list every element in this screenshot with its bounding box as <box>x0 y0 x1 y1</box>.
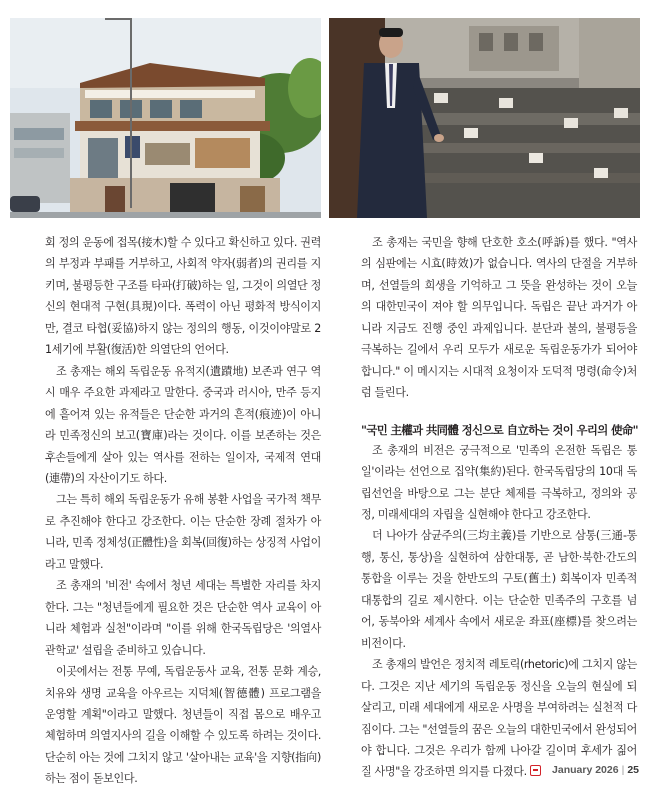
body-paragraph: 조 총재의 '비전' 속에서 청년 세대는 특별한 자리를 차지한다. 그는 "청년들에게 필요한 것은 단순한 역사 교육이 아니라 체험과 실천"이라며 "이를 위해 한국독립당은 '의열사관학교' 설립을 준비하고 있습니다. <box>45 579 321 657</box>
body-paragraph: 이곳에서는 전통 무예, 독립운동사 교육, 전통 문화 계승, 치유와 생명 교육을 아우르는 지덕체(智德體) 프로그램을 운영할 계획"이라고 말했다. 청년들이 직접 몸으로 배우고 체험하며 의열지사의 길을 이해할 수 있도록 하려는 것이다. 단순히 아는 것에 그치지 않고 '살아내는 교육'을 지향(指向)하는 점이 돋보인다. <box>45 665 321 786</box>
building-exterior-photo <box>10 18 321 218</box>
page-footer <box>552 764 639 776</box>
portrait-with-historical-photo <box>329 18 640 218</box>
body-paragraph: 조 총재는 해외 독립운동 유적지(遺蹟地) 보존과 연구 역시 매우 주요한 과제라고 말한다. 중국과 러시아, 만주 등지에 흩어져 있는 유적들은 단순한 과거의 흔적(痕迹)이 아니라 민족정신의 보고(寶庫)라는 것이다. 이를 보존하는 것은 후손들에게 살아 있는 역사를 전하는 일이자, 국제적 연대(連帶)의 자산이기도 하다. <box>45 364 321 485</box>
footer-separator: | <box>621 764 625 776</box>
article-end-mark-icon <box>530 765 541 776</box>
final-paragraph-text: 조 총재의 발언은 정치적 레토릭(rhetoric)에 그치지 않는다. 그것은 지난 세기의 독립운동 정신을 오늘의 현실에 되살리고, 미래 세대에게 새로운 사명을 부여하려는 실천적 다짐이다. 그는 "선열들의 꿈은 오늘의 대한민국에서 완성되어야 합니다. 그것은 우리가 함께 나아갈 길이며 후세가 짊어질 사명"을 강조하면 의지를 다졌다. <box>361 658 637 779</box>
section-subheading: "국민 主權과 共同體 정신으로 自立하는 것이 우리의 使命" <box>361 422 638 437</box>
body-paragraph: 더 나아가 삼균주의(三均主義)를 기반으로 삼통(三通-통행, 통신, 통상)을 실현하여 삼한대통, 곧 남한·북한·간도의 통합을 이루는 것을 한반도의 구토(舊土) 회복이자 민족적 대통합의 길로 제시한다. 이는 단순한 민족주의 구호를 넘어, 동북아와 세계사 속에서 새로운 좌표(座標)를 찾으려는 비전이다. <box>361 529 637 650</box>
body-paragraph: 회 정의 운동에 접목(接木)할 수 있다고 확신하고 있다. 권력의 부정과 부패를 거부하고, 사회적 약자(弱者)의 권리를 지키며, 불평등한 구조를 타파(打破)하는 일, 그것이 의열단 정신의 현대적 구현(具現)이다. 폭력이 아닌 평화적 방식이지만, 결코 타협(妥協)하지 않는 정의의 행동, 이것이야말로 21세기에 부활(復活)한 의열단의 언어다. <box>45 236 321 357</box>
body-paragraph: 그는 특히 해외 독립운동가 유해 봉환 사업을 국가적 책무로 추진해야 한다고 강조한다. 이는 단순한 장례 절차가 아니라, 민족 정체성(正體性)을 회복(回復)하는 상징적 사업이라고 말했다. <box>45 493 321 571</box>
body-paragraph: 조 총재는 국민을 향해 단호한 호소(呼訴)를 했다. "역사의 심판에는 시효(時效)가 없습니다. 역사의 단절을 거부하며, 선열들의 희생을 기억하고 그 뜻을 완성하는 것이 오늘의 대한민국이 져야 할 의무입니다. 독립은 끝난 과거가 아니라 지금도 진행 중인 과제입니다. 분단과 불의, 불평등을 극복하는 길에서 우리 모두가 새로운 독립운동가가 되어야 합니다." 이 메시지는 시대적 요청이자 도덕적 명령(命令)처럼 들린다. <box>361 236 637 400</box>
issue-date: January 2026 <box>552 764 619 776</box>
article-column-left <box>45 232 321 790</box>
article-column-right <box>361 232 637 783</box>
page-number: 25 <box>627 764 639 776</box>
body-paragraph: 조 총재의 비전은 궁극적으로 '민족의 온전한 독립은 통일'이라는 선언으로 집약(集約)된다. 한국독립당의 10대 독립선언을 바탕으로 그는 분단 체제를 극복하고, 정의와 공정, 미래세대의 자립을 실현해야 한다고 강조한다. <box>361 443 637 521</box>
